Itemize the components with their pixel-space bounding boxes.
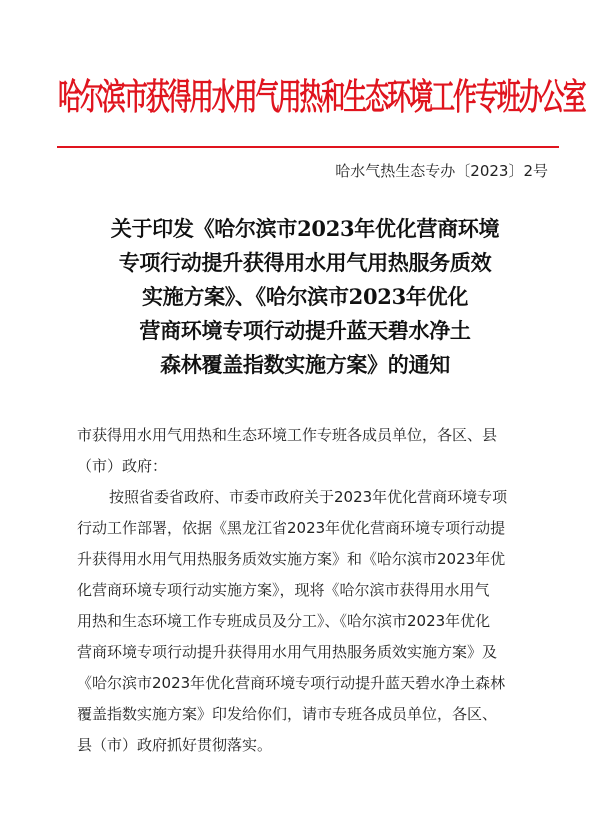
paragraph-line: 覆盖指数实施方案》印发给你们，请市专班各成员单位，各区、 xyxy=(77,705,498,723)
title-line: 实施方案》、《哈尔滨市2023年优化 xyxy=(141,284,469,309)
paragraph-line: 营商环境专项行动提升获得用水用气用热服务质效实施方案》及 xyxy=(77,643,498,661)
title-line: 关于印发《哈尔滨市2023年优化营商环境 xyxy=(110,216,500,241)
paragraph-line: 按照省委省政府、市委市政府关于2023年优化营商环境专项 xyxy=(109,488,508,506)
paragraph-line: 升获得用水用气用热服务质效实施方案》和《哈尔滨市2023年优 xyxy=(77,550,506,568)
paragraph-line: 行动工作部署，依据《黑龙江省2023年优化营商环境专项行动提 xyxy=(77,519,506,537)
paragraph-line: 《哈尔滨市2023年优化营商环境专项行动提升蓝天碧水净土森林 xyxy=(77,674,506,692)
title-line: 营商环境专项行动提升蓝天碧水净土 xyxy=(139,318,471,343)
addressee-line: （市）政府： xyxy=(77,457,168,475)
red-divider-line xyxy=(57,146,559,148)
document-title xyxy=(70,212,540,382)
paragraph-line: 用热和生态环境工作专班成员及分工》、《哈尔滨市2023年优化 xyxy=(77,612,491,630)
document-body xyxy=(77,420,547,761)
issuing-organization-header: 哈尔滨市获得用水用气用热和生态环境工作专班办公室 xyxy=(58,76,585,118)
paragraph-line: 县（市）政府抓好贯彻落实。 xyxy=(77,736,273,754)
addressee-line: 市获得用水用气用热和生态环境工作专班各成员单位，各区、县 xyxy=(77,426,498,444)
document-number: 哈水气热生态专办〔2023〕2号 xyxy=(335,162,548,180)
title-line: 森林覆盖指数实施方案》的通知 xyxy=(160,352,450,377)
paragraph-line: 化营商环境专项行动实施方案》，现将《哈尔滨市获得用水用气 xyxy=(77,581,490,599)
title-line: 专项行动提升获得用水用气用热服务质效 xyxy=(118,250,492,275)
